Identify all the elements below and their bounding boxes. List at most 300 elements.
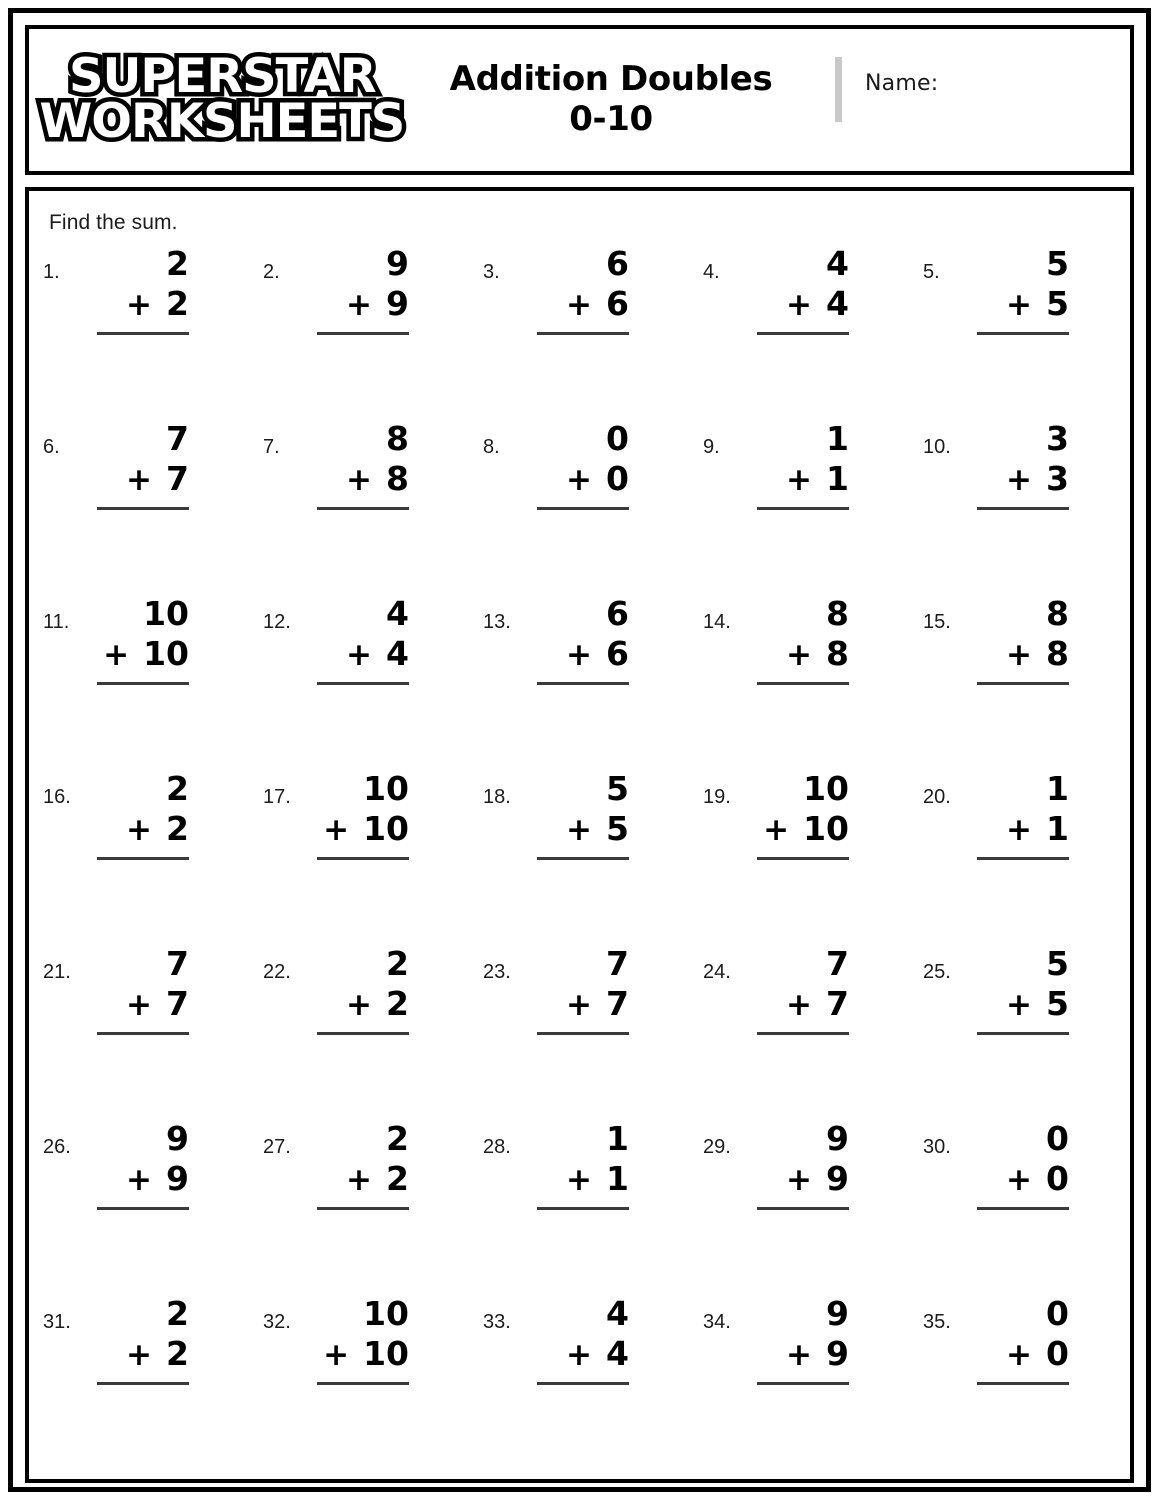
problem-stack <box>305 944 423 1035</box>
addend-top: 9 <box>826 1294 849 1333</box>
addend-bottom-row <box>965 1159 1083 1207</box>
addend-top-row <box>745 419 863 462</box>
addend-top: 7 <box>166 944 189 983</box>
answer-blank[interactable] <box>97 1382 189 1385</box>
addend-top: 8 <box>1046 594 1069 633</box>
problem-number: 31. <box>43 1311 71 1333</box>
addend-top-row <box>305 244 423 287</box>
plus-sign-icon: + <box>566 1337 593 1373</box>
answer-blank[interactable] <box>977 1032 1069 1035</box>
addend-bottom-row <box>85 459 203 507</box>
addend-top: 4 <box>826 244 849 283</box>
addend-top-row <box>525 1119 643 1162</box>
answer-blank[interactable] <box>97 507 189 510</box>
addend-bottom-row <box>85 809 203 857</box>
plus-sign-icon: + <box>126 287 153 323</box>
addend-bottom: 2 <box>166 284 189 323</box>
plus-sign-icon: + <box>346 287 373 323</box>
addend-bottom: 7 <box>166 984 189 1023</box>
addend-bottom-row <box>745 284 863 332</box>
problem-number: 27. <box>263 1136 291 1158</box>
plus-sign-icon: + <box>126 987 153 1023</box>
addend-bottom-row <box>745 1334 863 1382</box>
problem-stack <box>745 244 863 335</box>
answer-blank[interactable] <box>537 1207 629 1210</box>
plus-sign-icon: + <box>126 1162 153 1198</box>
answer-blank[interactable] <box>977 1207 1069 1210</box>
answer-blank[interactable] <box>537 507 629 510</box>
addend-top-row <box>85 419 203 462</box>
addend-bottom: 8 <box>826 634 849 673</box>
problem-stack <box>305 1119 423 1210</box>
problem-stack <box>85 419 203 510</box>
problem-stack <box>965 769 1083 860</box>
addend-bottom-row <box>525 634 643 682</box>
plus-sign-icon: + <box>786 987 813 1023</box>
problem-cell <box>29 1119 249 1297</box>
addend-top: 6 <box>606 244 629 283</box>
addend-top: 2 <box>166 1294 189 1333</box>
addend-top-row <box>965 944 1083 987</box>
problem-cell <box>909 419 1129 597</box>
answer-blank[interactable] <box>97 682 189 685</box>
addend-top-row <box>85 244 203 287</box>
addend-top-row <box>965 769 1083 812</box>
answer-blank[interactable] <box>97 332 189 335</box>
logo-line-worksheets: WORKSHEETS <box>39 93 405 149</box>
addend-bottom-row <box>305 284 423 332</box>
addend-bottom-row <box>305 634 423 682</box>
addend-top: 7 <box>166 419 189 458</box>
plus-sign-icon: + <box>786 1162 813 1198</box>
addend-top-row <box>745 244 863 287</box>
addend-top-row <box>305 944 423 987</box>
addend-bottom-row <box>965 284 1083 332</box>
addend-top-row <box>85 769 203 812</box>
addend-top: 8 <box>386 419 409 458</box>
addend-top: 0 <box>1046 1119 1069 1158</box>
answer-blank[interactable] <box>757 682 849 685</box>
problem-stack <box>525 944 643 1035</box>
problem-stack <box>965 244 1083 335</box>
plus-sign-icon: + <box>346 1162 373 1198</box>
problem-row <box>29 944 1130 1122</box>
addend-bottom-row <box>305 809 423 857</box>
addend-top-row <box>525 419 643 462</box>
addend-top: 2 <box>166 244 189 283</box>
problem-number: 32. <box>263 1311 291 1333</box>
answer-blank[interactable] <box>537 1032 629 1035</box>
problem-number: 8. <box>483 436 500 458</box>
addend-top: 9 <box>166 1119 189 1158</box>
addend-bottom: 2 <box>386 1159 409 1198</box>
problem-stack <box>525 1294 643 1385</box>
plus-sign-icon: + <box>566 987 593 1023</box>
plus-sign-icon: + <box>786 637 813 673</box>
answer-blank[interactable] <box>977 1382 1069 1385</box>
addend-top-row <box>965 419 1083 462</box>
addend-bottom-row <box>965 634 1083 682</box>
problem-number: 7. <box>263 436 280 458</box>
worksheet-body <box>25 187 1134 1483</box>
answer-blank[interactable] <box>97 1032 189 1035</box>
plus-sign-icon: + <box>566 637 593 673</box>
name-divider <box>835 57 842 122</box>
addend-top-row <box>305 1119 423 1162</box>
addend-bottom: 7 <box>826 984 849 1023</box>
addend-bottom-row <box>305 1334 423 1382</box>
problem-cell <box>689 944 909 1122</box>
addend-top: 3 <box>1046 419 1069 458</box>
problem-cell <box>909 594 1129 772</box>
problem-stack <box>745 769 863 860</box>
addend-top: 2 <box>386 944 409 983</box>
addend-top-row <box>745 1294 863 1337</box>
answer-blank[interactable] <box>537 682 629 685</box>
name-label: Name: <box>865 71 939 96</box>
addend-top-row <box>525 944 643 987</box>
answer-blank[interactable] <box>537 1382 629 1385</box>
problem-cell <box>689 1119 909 1297</box>
problem-stack <box>85 769 203 860</box>
addend-bottom: 5 <box>1046 284 1069 323</box>
problem-stack <box>965 1119 1083 1210</box>
addend-bottom-row <box>965 459 1083 507</box>
plus-sign-icon: + <box>346 462 373 498</box>
plus-sign-icon: + <box>786 287 813 323</box>
addend-top: 1 <box>826 419 849 458</box>
answer-blank[interactable] <box>317 682 409 685</box>
problem-number: 12. <box>263 611 291 633</box>
problem-number: 29. <box>703 1136 731 1158</box>
plus-sign-icon: + <box>566 812 593 848</box>
problem-number: 21. <box>43 961 71 983</box>
addend-bottom: 9 <box>826 1159 849 1198</box>
answer-blank[interactable] <box>757 507 849 510</box>
problem-grid <box>29 244 1130 1472</box>
problem-number: 26. <box>43 1136 71 1158</box>
addend-bottom-row <box>85 1159 203 1207</box>
addend-bottom: 9 <box>386 284 409 323</box>
addend-bottom: 0 <box>1046 1159 1069 1198</box>
addend-bottom-row <box>525 809 643 857</box>
problem-cell <box>249 769 469 947</box>
plus-sign-icon: + <box>786 462 813 498</box>
addend-top: 1 <box>1046 769 1069 808</box>
addend-bottom: 2 <box>386 984 409 1023</box>
problem-number: 1. <box>43 261 60 283</box>
answer-blank[interactable] <box>757 332 849 335</box>
addend-top-row <box>965 1294 1083 1337</box>
problem-number: 4. <box>703 261 720 283</box>
plus-sign-icon: + <box>1006 987 1033 1023</box>
plus-sign-icon: + <box>1006 812 1033 848</box>
addend-top: 10 <box>143 594 189 633</box>
problem-cell <box>469 944 689 1122</box>
addend-bottom-row <box>745 1159 863 1207</box>
plus-sign-icon: + <box>346 987 373 1023</box>
problem-stack <box>745 1119 863 1210</box>
addend-top: 7 <box>606 944 629 983</box>
addend-top: 4 <box>606 1294 629 1333</box>
addend-bottom-row <box>525 984 643 1032</box>
problem-row <box>29 1294 1130 1472</box>
answer-blank[interactable] <box>757 1032 849 1035</box>
addend-bottom: 5 <box>1046 984 1069 1023</box>
problem-cell <box>249 944 469 1122</box>
answer-blank[interactable] <box>317 332 409 335</box>
addend-top-row <box>745 944 863 987</box>
addend-top-row <box>965 594 1083 637</box>
instruction-text: Find the sum. <box>49 211 178 234</box>
addend-top-row <box>305 594 423 637</box>
addend-top-row <box>85 1119 203 1162</box>
problem-number: 19. <box>703 786 731 808</box>
addend-bottom: 6 <box>606 284 629 323</box>
addend-top: 10 <box>803 769 849 808</box>
problem-cell <box>469 1119 689 1297</box>
addend-bottom: 4 <box>826 284 849 323</box>
answer-blank[interactable] <box>537 857 629 860</box>
problem-number: 35. <box>923 1311 951 1333</box>
answer-blank[interactable] <box>977 857 1069 860</box>
plus-sign-icon: + <box>346 637 373 673</box>
answer-blank[interactable] <box>97 857 189 860</box>
answer-blank[interactable] <box>757 1382 849 1385</box>
addend-bottom: 4 <box>386 634 409 673</box>
problem-stack <box>965 594 1083 685</box>
answer-blank[interactable] <box>317 1032 409 1035</box>
addend-top: 7 <box>826 944 849 983</box>
addend-bottom: 10 <box>803 809 849 848</box>
problem-number: 34. <box>703 1311 731 1333</box>
addend-bottom-row <box>745 634 863 682</box>
plus-sign-icon: + <box>103 637 130 673</box>
addend-bottom: 9 <box>166 1159 189 1198</box>
problem-cell <box>469 769 689 947</box>
problem-number: 17. <box>263 786 291 808</box>
addend-top: 10 <box>363 769 409 808</box>
problem-stack <box>525 1119 643 1210</box>
plus-sign-icon: + <box>786 1337 813 1373</box>
addend-top-row <box>525 594 643 637</box>
worksheet-title-line-2: 0-10 <box>569 99 653 140</box>
addend-bottom-row <box>525 1159 643 1207</box>
problem-number: 2. <box>263 261 280 283</box>
problem-number: 18. <box>483 786 511 808</box>
problem-number: 22. <box>263 961 291 983</box>
logo-line-superstar: SUPERSTAR <box>68 49 376 105</box>
problem-stack <box>745 944 863 1035</box>
answer-blank[interactable] <box>317 507 409 510</box>
problem-number: 28. <box>483 1136 511 1158</box>
problem-stack <box>965 944 1083 1035</box>
addend-bottom: 5 <box>606 809 629 848</box>
problem-cell <box>909 1119 1129 1297</box>
addend-bottom-row <box>745 984 863 1032</box>
plus-sign-icon: + <box>126 812 153 848</box>
problem-stack <box>85 944 203 1035</box>
problem-stack <box>745 419 863 510</box>
problem-number: 13. <box>483 611 511 633</box>
answer-blank[interactable] <box>317 1382 409 1385</box>
addend-top: 0 <box>606 419 629 458</box>
answer-blank[interactable] <box>97 1207 189 1210</box>
addend-bottom-row <box>85 634 203 682</box>
problem-cell <box>249 1119 469 1297</box>
problem-stack <box>525 594 643 685</box>
addend-top: 5 <box>1046 244 1069 283</box>
addend-bottom: 7 <box>166 459 189 498</box>
problem-stack <box>745 594 863 685</box>
addend-top-row <box>525 244 643 287</box>
problem-stack <box>85 1294 203 1385</box>
addend-bottom-row <box>745 809 863 857</box>
problem-stack <box>305 769 423 860</box>
problem-cell <box>249 419 469 597</box>
problem-stack <box>525 769 643 860</box>
answer-blank[interactable] <box>977 682 1069 685</box>
answer-blank[interactable] <box>537 332 629 335</box>
addend-bottom: 1 <box>606 1159 629 1198</box>
answer-blank[interactable] <box>757 857 849 860</box>
problem-number: 23. <box>483 961 511 983</box>
addend-bottom-row <box>85 1334 203 1382</box>
addend-bottom-row <box>305 459 423 507</box>
addend-bottom: 10 <box>363 1334 409 1373</box>
problem-number: 3. <box>483 261 500 283</box>
plus-sign-icon: + <box>126 1337 153 1373</box>
plus-sign-icon: + <box>126 462 153 498</box>
addend-top: 1 <box>606 1119 629 1158</box>
problem-number: 5. <box>923 261 940 283</box>
answer-blank[interactable] <box>317 1207 409 1210</box>
problem-stack <box>745 1294 863 1385</box>
problem-number: 6. <box>43 436 60 458</box>
addend-top-row <box>85 594 203 637</box>
addend-top-row <box>965 1119 1083 1162</box>
problem-row <box>29 244 1130 422</box>
addend-bottom-row <box>525 1334 643 1382</box>
problem-number: 10. <box>923 436 951 458</box>
addend-top-row <box>745 769 863 812</box>
addend-bottom-row <box>965 1334 1083 1382</box>
answer-blank[interactable] <box>977 507 1069 510</box>
addend-top: 9 <box>386 244 409 283</box>
addend-top-row <box>745 594 863 637</box>
plus-sign-icon: + <box>566 287 593 323</box>
problem-stack <box>305 419 423 510</box>
problem-stack <box>85 1119 203 1210</box>
addend-bottom: 8 <box>386 459 409 498</box>
problem-cell <box>29 244 249 422</box>
problem-row <box>29 419 1130 597</box>
plus-sign-icon: + <box>566 1162 593 1198</box>
addend-top: 8 <box>826 594 849 633</box>
problem-cell <box>469 1294 689 1472</box>
answer-blank[interactable] <box>317 857 409 860</box>
addend-top-row <box>965 244 1083 287</box>
addend-bottom: 10 <box>143 634 189 673</box>
addend-top-row <box>525 769 643 812</box>
problem-cell <box>689 1294 909 1472</box>
addend-top-row <box>305 769 423 812</box>
problem-cell <box>909 244 1129 422</box>
problem-cell <box>909 944 1129 1122</box>
addend-top: 5 <box>606 769 629 808</box>
problem-cell <box>469 594 689 772</box>
addend-bottom: 2 <box>166 809 189 848</box>
problem-cell <box>29 594 249 772</box>
addend-bottom: 1 <box>826 459 849 498</box>
addend-bottom-row <box>965 984 1083 1032</box>
worksheet-header <box>25 25 1134 175</box>
addend-bottom: 10 <box>363 809 409 848</box>
problem-cell <box>469 244 689 422</box>
plus-sign-icon: + <box>1006 637 1033 673</box>
problem-cell <box>29 419 249 597</box>
addend-top-row <box>305 419 423 462</box>
problem-number: 15. <box>923 611 951 633</box>
addend-bottom-row <box>525 459 643 507</box>
problem-number: 25. <box>923 961 951 983</box>
problem-stack <box>305 244 423 335</box>
problem-cell <box>469 419 689 597</box>
addend-top-row <box>745 1119 863 1162</box>
problem-number: 20. <box>923 786 951 808</box>
problem-number: 14. <box>703 611 731 633</box>
problem-number: 9. <box>703 436 720 458</box>
addend-bottom: 7 <box>606 984 629 1023</box>
answer-blank[interactable] <box>977 332 1069 335</box>
problem-cell <box>689 244 909 422</box>
problem-stack <box>85 244 203 335</box>
problem-number: 24. <box>703 961 731 983</box>
addend-bottom: 4 <box>606 1334 629 1373</box>
addend-top: 4 <box>386 594 409 633</box>
addend-top: 5 <box>1046 944 1069 983</box>
problem-stack <box>85 594 203 685</box>
answer-blank[interactable] <box>757 1207 849 1210</box>
problem-stack <box>305 1294 423 1385</box>
addend-bottom: 3 <box>1046 459 1069 498</box>
addend-bottom-row <box>965 809 1083 857</box>
problem-cell <box>249 594 469 772</box>
addend-bottom-row <box>305 1159 423 1207</box>
problem-cell <box>909 769 1129 947</box>
addend-top-row <box>525 1294 643 1337</box>
problem-row <box>29 769 1130 947</box>
problem-number: 30. <box>923 1136 951 1158</box>
problem-stack <box>965 419 1083 510</box>
problem-stack <box>965 1294 1083 1385</box>
problem-stack <box>305 594 423 685</box>
problem-cell <box>29 1294 249 1472</box>
addend-bottom: 1 <box>1046 809 1069 848</box>
problem-cell <box>249 244 469 422</box>
problem-stack <box>525 419 643 510</box>
addend-top-row <box>305 1294 423 1337</box>
addend-bottom: 0 <box>1046 1334 1069 1373</box>
worksheet-title <box>421 59 801 139</box>
problem-number: 16. <box>43 786 71 808</box>
addend-bottom: 6 <box>606 634 629 673</box>
addend-top: 2 <box>166 769 189 808</box>
plus-sign-icon: + <box>566 462 593 498</box>
addend-top: 9 <box>826 1119 849 1158</box>
plus-sign-icon: + <box>323 812 350 848</box>
problem-cell <box>689 594 909 772</box>
